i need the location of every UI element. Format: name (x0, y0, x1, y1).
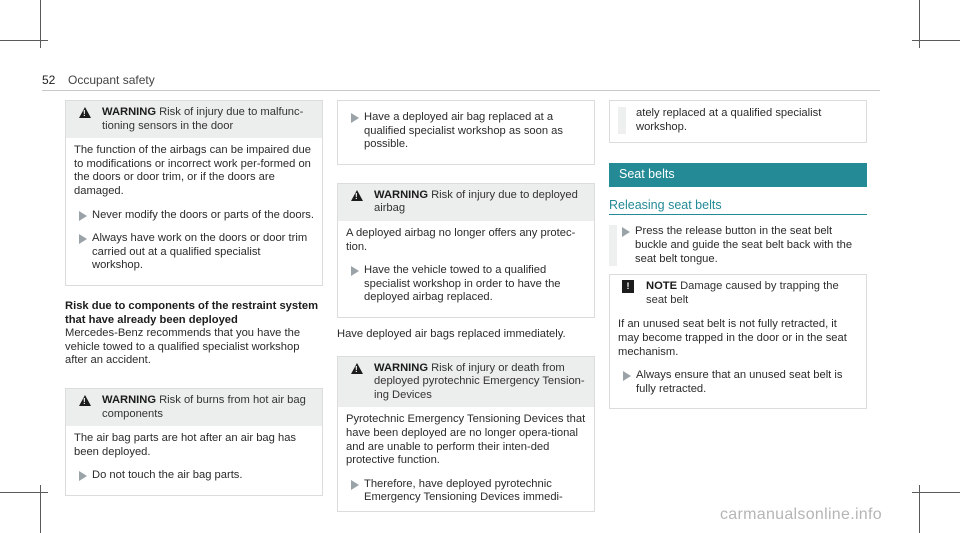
instruction-step (618, 369, 858, 396)
notice-box (609, 274, 867, 409)
warning-header (338, 184, 594, 221)
warning-keyword: WARNING (102, 393, 157, 406)
crop-mark (0, 492, 48, 493)
instruction-step (74, 209, 314, 223)
warning-body (338, 101, 594, 164)
notice-text: If an unused seat belt is not fully retracted, it may become trapped in the door or in the seat mechanism. (618, 318, 847, 358)
warning-text: Pyrotechnic Emergency Tensioning Devices that have been deployed are no longer opera-tional and are unable to perform their inten-ded protective function. (346, 413, 586, 467)
warning-header (66, 101, 322, 138)
procedure (609, 225, 867, 266)
warning-box (65, 388, 323, 496)
instruction-step (346, 478, 586, 505)
warning-body (610, 101, 866, 142)
column-3 (609, 100, 867, 409)
warning-body (338, 221, 594, 317)
column-1 (65, 100, 323, 496)
warning-text: The function of the airbags can be impaired due to modifications or incorrect work per-formed on the doors or door trim, or if the doors are damaged. (74, 144, 311, 197)
step-text: Never modify the doors or parts of the doors. (92, 208, 314, 221)
page-number: 52 (42, 73, 56, 87)
warning-box (337, 356, 595, 512)
warning-box (65, 100, 323, 286)
warning-box (337, 183, 595, 318)
arrow-icon (351, 113, 359, 123)
exclamation-icon: ! (622, 280, 634, 293)
arrow-icon (622, 227, 630, 237)
arrow-icon (351, 266, 359, 276)
warning-triangle-icon: ! (351, 190, 363, 201)
instruction-step (74, 232, 314, 273)
step-text: Therefore, have deployed pyrotechnic Emergency Tensioning Devices immedi- (364, 477, 563, 504)
warning-triangle-icon: ! (79, 107, 91, 118)
arrow-icon (351, 480, 359, 490)
warning-header (66, 389, 322, 426)
warning-text: The air bag parts are hot after an air bag has been deployed. (74, 432, 297, 458)
notice-title: Damage caused by trapping the seat belt (646, 280, 839, 306)
warning-keyword: WARNING (374, 361, 429, 374)
paragraph: Have deployed air bags replaced immediately. (337, 327, 566, 340)
arrow-icon (79, 471, 87, 481)
arrow-icon (623, 371, 631, 381)
subsection-heading: Releasing seat belts (609, 199, 867, 216)
paragraph: Mercedes-Benz recommends that you have the vehicle towed to a qualified specialist workshop after an accident. (65, 327, 301, 367)
step-text: Always ensure that an unused seat belt is fully retracted. (636, 369, 843, 395)
warning-body (66, 426, 322, 495)
notice-keyword: NOTE (646, 280, 678, 293)
warning-body (66, 138, 322, 285)
step-text: Press the release button in the seat belt buckle and guide the seat belt back with the seat belt tongue. (635, 225, 853, 265)
warning-title: Risk of injury or death from deployed pyrotechnic Emergency Tension-ing Devices (374, 361, 585, 401)
step-text: Do not touch the air bag parts. (92, 469, 243, 482)
notice-header (610, 275, 866, 312)
warning-title: Risk of injury due to malfunc-tioning sensors in the door (102, 106, 304, 132)
crop-mark (912, 40, 960, 41)
notice-body (610, 312, 866, 408)
step-text: Have the vehicle towed to a qualified specialist workshop in order to have the deployed airbag replaced. (364, 264, 561, 304)
arrow-icon (79, 211, 87, 221)
warning-box-continued (337, 100, 595, 165)
warning-body (338, 407, 594, 511)
warning-header (338, 357, 594, 408)
section-banner: Seat belts (609, 163, 867, 187)
instruction-step (74, 469, 314, 483)
warning-triangle-icon: ! (79, 395, 91, 406)
section-heading: Risk due to components of the restraint system that have already been deployed (65, 299, 319, 326)
arrow-icon (79, 234, 87, 244)
warning-keyword: WARNING (102, 106, 157, 118)
warning-title: Risk of burns from hot air bag components (102, 393, 306, 420)
watermark-text: carmanualsonline.info (720, 506, 882, 523)
instruction-step (346, 264, 586, 305)
step-text: Always have work on the doors or door trim carried out at a qualified specialist workshop. (92, 232, 308, 272)
crop-mark (0, 40, 48, 41)
warning-text: A deployed airbag no longer offers any protec-tion. (346, 226, 576, 253)
warning-title: Risk of injury due to deployed airbag (374, 188, 578, 215)
header-divider (42, 90, 880, 91)
warning-keyword: WARNING (374, 188, 429, 201)
section-title: Occupant safety (68, 73, 155, 87)
warning-box-continued (609, 100, 867, 143)
crop-mark (912, 492, 960, 493)
column-2 (337, 100, 595, 512)
step-text: Have a deployed air bag replaced at a qualified specialist workshop as soon as possible. (364, 111, 563, 151)
warning-triangle-icon: ! (351, 363, 363, 374)
continued-text: ately replaced at a qualified specialist workshop. (618, 107, 858, 134)
instruction-step (617, 225, 867, 266)
instruction-step (346, 111, 586, 152)
